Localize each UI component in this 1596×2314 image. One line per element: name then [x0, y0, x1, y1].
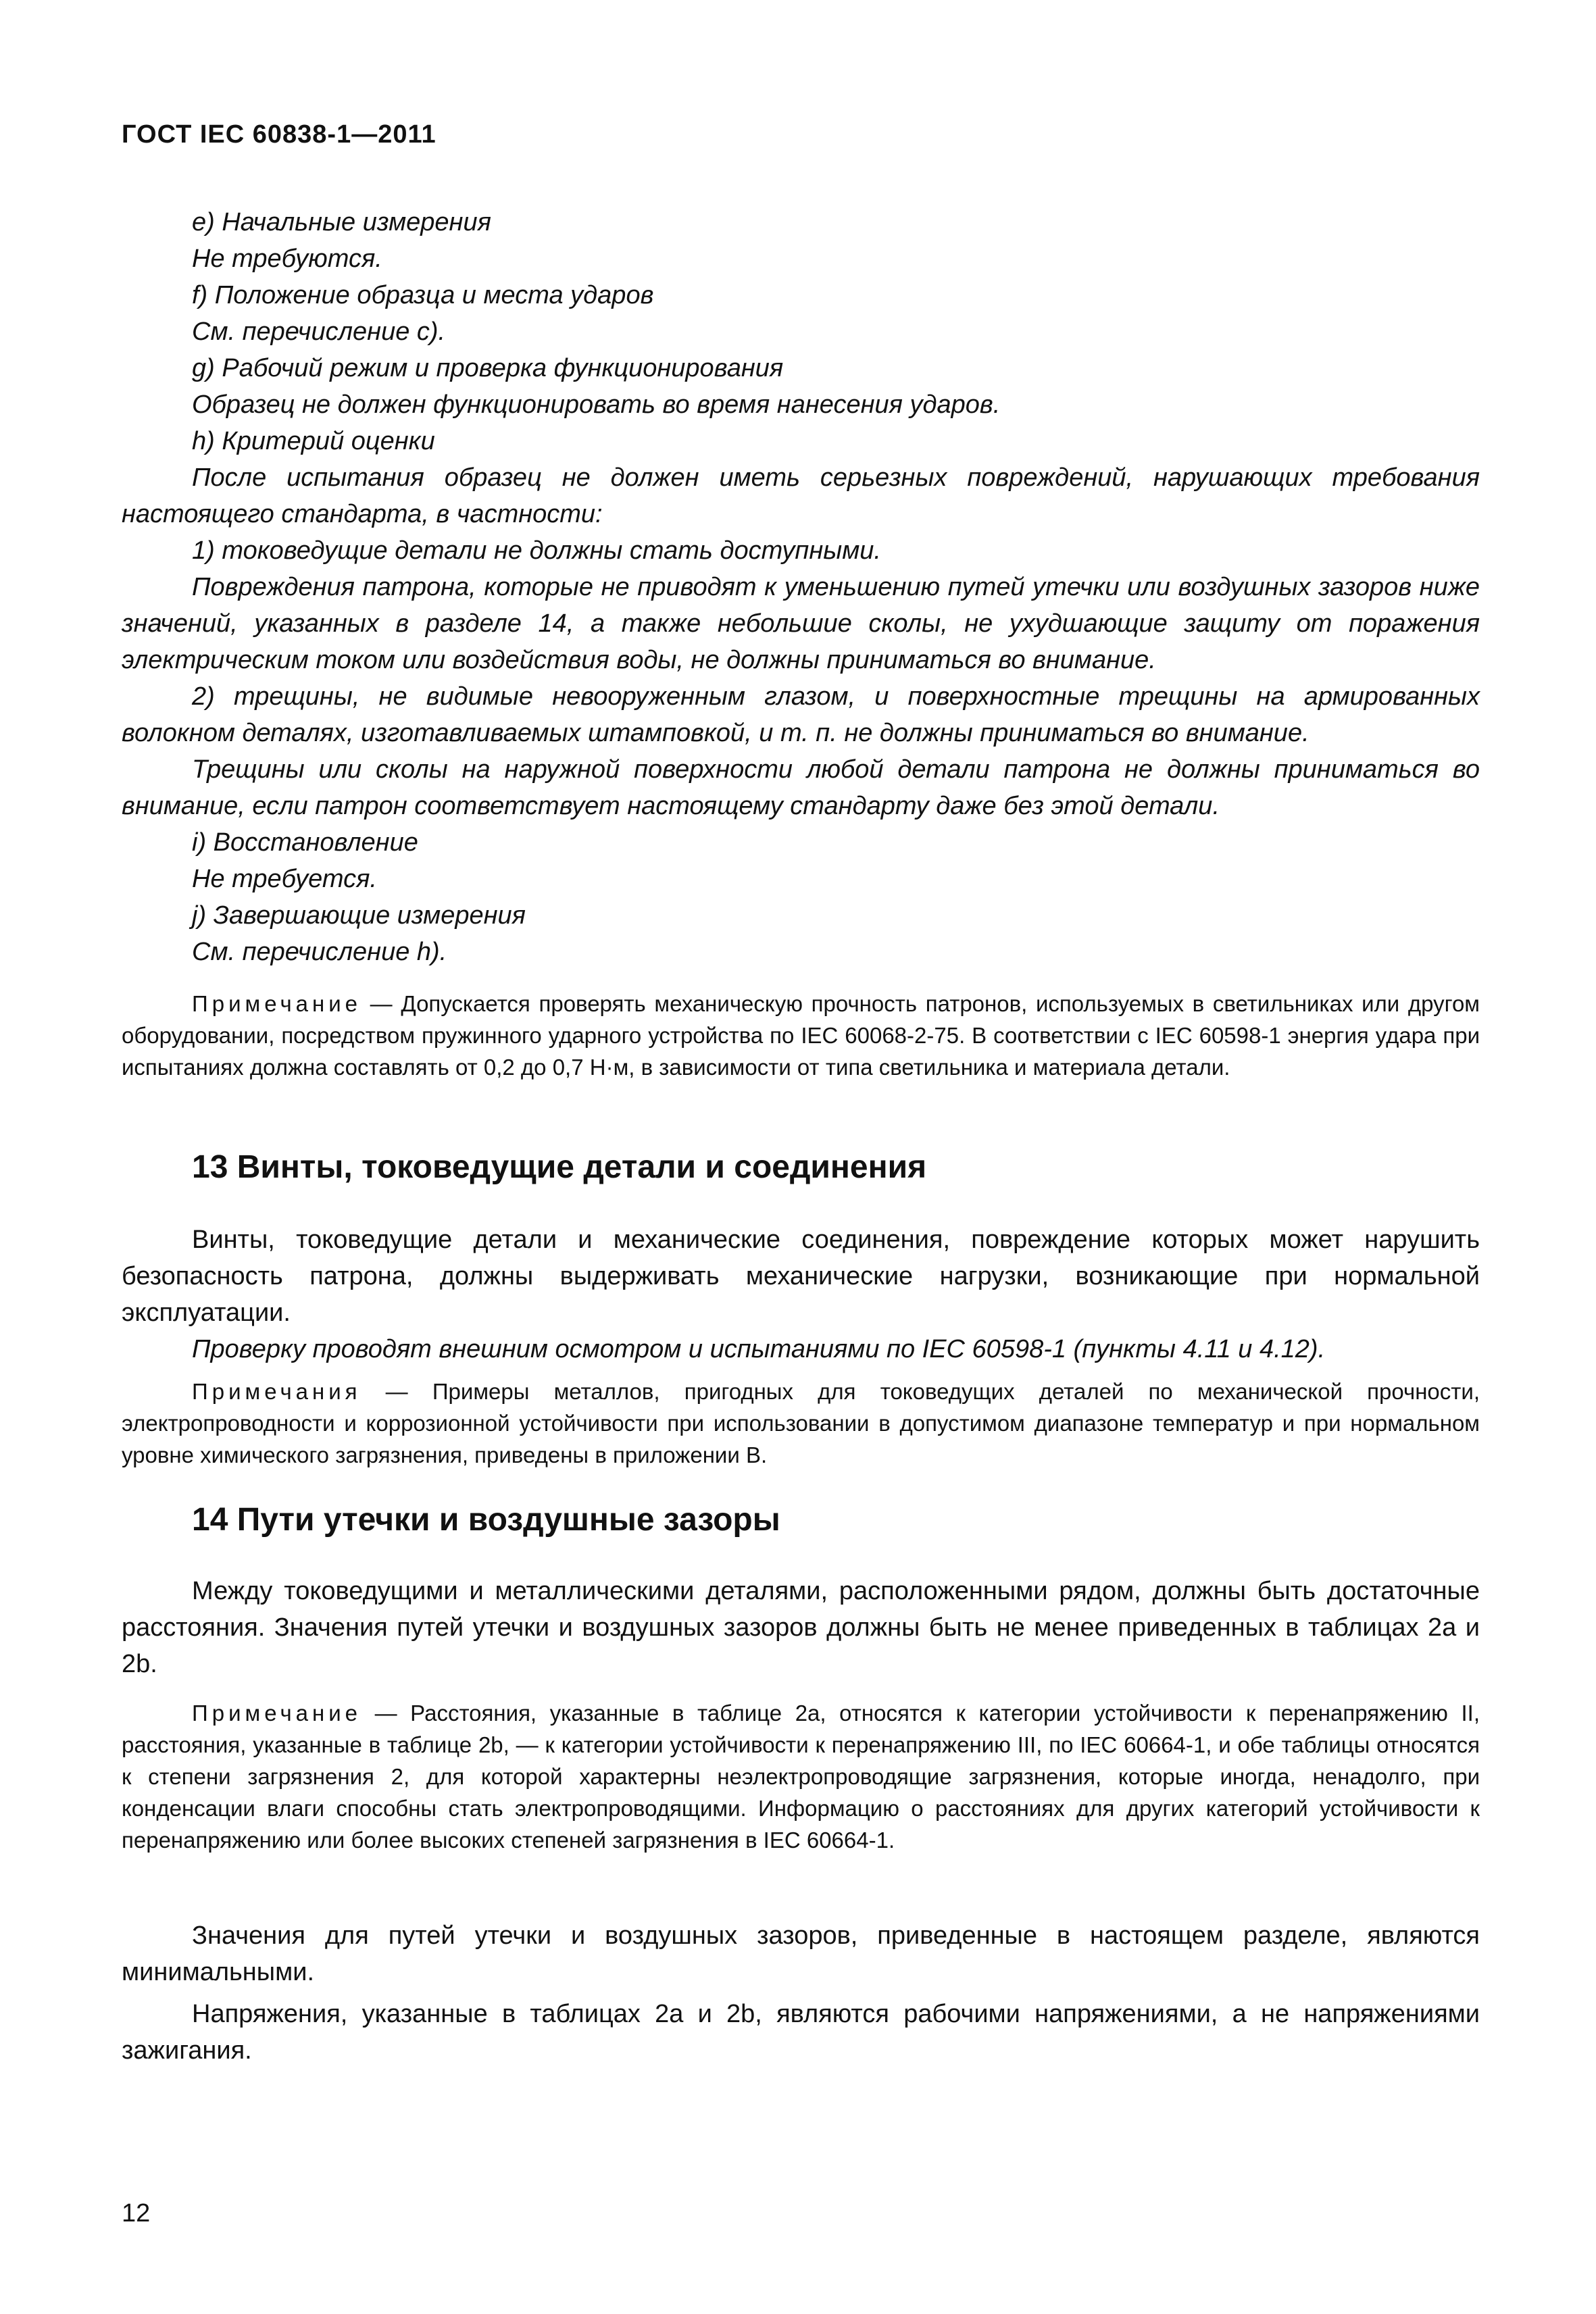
item-h-1-text: Повреждения патрона, которые не приводят к уменьшению путей утечки или воздушных зазоров ниже значений, указанных в разделе 14, а также небольшие сколы, не ухудшающие защиту от поражения электрическим током или воздействия воды, не должны приниматься во внимание.	[122, 573, 1480, 674]
note-1-block	[122, 988, 1480, 1083]
section-14-note-text: — Расстояния, указанные в таблице 2a, относятся к категории устойчивости к перенапряжению II, расстояния, указанные в таблице 2b, — к категории устойчивости к перенапряжению III, по IEC 60664-1, и обе таблицы относятся к степени загрязнения 2, для которой характерны неэлектропроводящие загрязнения, которые иногда, ненадолго, при конденсации влаги способны стать электропроводящими. Информацию о расстояниях для других категорий устойчивости к перенапряжению или более высоких степеней загрязнения в IEC 60664-1.	[122, 1701, 1480, 1853]
page-number: 12	[122, 2199, 151, 2228]
item-g-text: Образец не должен функционировать во время нанесения ударов.	[192, 391, 1001, 419]
document-code: ГОСТ IEC 60838-1—2011	[122, 120, 437, 149]
section-14-note-block	[122, 1697, 1480, 1856]
section-14-note-label: Примечание	[192, 1701, 362, 1726]
item-h-text: После испытания образец не должен иметь серьезных повреждений, нарушающих требования настоящего стандарта, в частности:	[122, 463, 1480, 528]
note-1	[122, 988, 1480, 1083]
item-e-text: Не требуются.	[192, 245, 382, 273]
section-13-note-label: Примечания	[192, 1379, 361, 1404]
section-13-note	[122, 1376, 1480, 1471]
section-14-body	[122, 1573, 1480, 1682]
section-13-p2: Проверку проводят внешним осмотром и испытаниями по IEC 60598-1 (пункты 4.11 и 4.12).	[192, 1335, 1326, 1363]
item-j: j) Завершающие измерения	[192, 901, 526, 930]
section-14-note	[122, 1697, 1480, 1856]
item-h-2: 2) трещины, не видимые невооруженным глазом, и поверхностные трещины на армированных волокном деталях, изготавливаемых штамповкой, и т. п. не должны приниматься во внимание.	[122, 682, 1480, 747]
section-13-body	[122, 1222, 1480, 1367]
item-e: e) Начальные измерения	[192, 208, 491, 236]
section-14-p2: Значения для путей утечки и воздушных зазоров, приведенные в настоящем разделе, являются минимальными.	[122, 1921, 1480, 1986]
section-14-p3: Напряжения, указанные в таблицах 2a и 2b, являются рабочими напряжениями, а не напряжениями зажигания.	[122, 2000, 1480, 2065]
section-13-note-block	[122, 1376, 1480, 1471]
item-g: g) Рабочий режим и проверка функционирования	[192, 354, 784, 382]
item-i-text: Не требуется.	[192, 865, 377, 893]
intro-block	[122, 204, 1480, 970]
note-1-label: Примечание	[192, 991, 362, 1016]
item-h-1: 1) токоведущие детали не должны стать доступными.	[192, 536, 881, 565]
section-13-title-block	[122, 1149, 1480, 1186]
section-14-p1: Между токоведущими и металлическими деталями, расположенными рядом, должны быть достаточные расстояния. Значения путей утечки и воздушных зазоров должны быть не менее приведенных в таблицах 2a и 2b.	[122, 1577, 1480, 1678]
section-13-note-text: — Примеры металлов, пригодных для токоведущих деталей по механической прочности, электропроводности и коррозионной устойчивости при использовании в допустимом диапазоне температур и при нормальном уровне химического загрязнения, приведены в приложении В.	[122, 1379, 1480, 1467]
item-h-2-text: Трещины или сколы на наружной поверхности любой детали патрона не должны приниматься во внимание, если патрон соответствует настоящему стандарту даже без этой детали.	[122, 755, 1480, 820]
section-14-title: 14 Пути утечки и воздушные зазоры	[192, 1502, 780, 1538]
note-1-text: — Допускается проверять механическую прочность патронов, используемых в светильниках или другом оборудовании, посредством пружинного ударного устройства по IEC 60068-2-75. В соответствии с IEC 60598-1 энергия удара при испытаниях должна составлять от 0,2 до 0,7 Н·м, в зависимости от типа светильника и материала детали.	[122, 991, 1480, 1080]
section-13-p1: Винты, токоведущие детали и механические соединения, повреждение которых может нарушить безопасность патрона, должны выдерживать механические нагрузки, возникающие при нормальной эксплуатации.	[122, 1226, 1480, 1327]
section-14-body-2	[122, 1917, 1480, 2069]
item-j-text: См. перечисление h).	[192, 938, 447, 966]
section-13-title: 13 Винты, токоведущие детали и соединения	[192, 1149, 927, 1185]
section-14-title-block	[122, 1501, 1480, 1538]
item-f: f) Положение образца и места ударов	[192, 281, 654, 309]
item-h: h) Критерий оценки	[192, 427, 435, 455]
item-i: i) Восстановление	[192, 828, 418, 857]
item-f-text: См. перечисление c).	[192, 318, 446, 346]
